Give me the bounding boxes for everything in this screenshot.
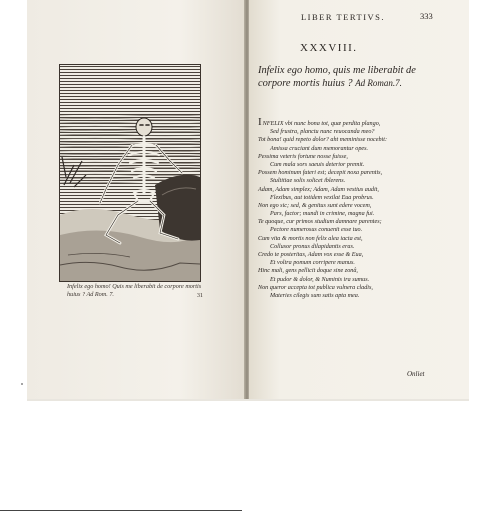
motto-citation: Ad Roman.7. (355, 78, 402, 88)
engraving-caption (67, 283, 207, 299)
poem-line-text: Pessima veteris fortune nosse fuisse, (258, 153, 348, 160)
poem-line-text: Adam, Adam simplex; Adam, Adam vestius audit, (258, 186, 379, 193)
poem-line (258, 284, 440, 292)
poem-line-text: Pars, factor; mundi in crimine, magna fui. (270, 211, 375, 218)
poem-line (258, 235, 440, 243)
poem-line (258, 161, 440, 169)
poem-line-text: Hinc mali, gens pellicit doque sine zonâ, (258, 268, 358, 275)
poem-line (258, 276, 440, 284)
poem-line-text: Tot bona! quid repeto dolor? aht meminisse nocebit: (258, 137, 388, 144)
poem-line (258, 145, 440, 153)
poem-line (258, 128, 440, 136)
poem-line-text: Stultitiae solis solicet iblerens. (270, 178, 346, 185)
poem-line (258, 292, 440, 300)
poem-line (258, 153, 440, 161)
poem-line-text: Collusor pronus dilapidantis eras. (270, 243, 355, 250)
poem-line (258, 202, 440, 210)
scan-speck (21, 383, 23, 385)
poem-line-text: Cum vita & mortis non felix alea iacta est, (258, 235, 363, 242)
poem-line-text: Pectore numerosus conuenit esse tuo. (270, 227, 363, 234)
poem-line (258, 118, 440, 128)
poem-line (258, 251, 440, 259)
poem-text (258, 118, 440, 300)
poem-line-text: Materies cilegis sum satis apta mea. (270, 292, 360, 299)
left-page-number: 31 (196, 292, 203, 299)
poem-line-text: Cum mala sors saeuis deterior premit. (270, 161, 365, 168)
poem-line (258, 136, 440, 144)
poem-line (258, 226, 440, 234)
caption-text: Infelix ego homo! Quis me liberabit de corpore mortis huius ? Ad Rom. 7. (67, 283, 202, 298)
motto-text: Infelix ego homo, quis me liberabit de corpore mortis huius ? (258, 65, 416, 89)
footnote-rule (0, 510, 242, 511)
poem-line (258, 169, 440, 177)
poem-line (258, 210, 440, 218)
poem-line-text: Amissa cruciant dum memorantur opes. (270, 145, 369, 152)
poem-line (258, 259, 440, 267)
poem-line-text: Sed frustra, planctu nunc reuocanda meo? (270, 129, 375, 136)
poem-line (258, 194, 440, 202)
running-head: LIBER TERTIVS. (300, 12, 386, 22)
emblem-numeral: XXXVIII. (300, 42, 358, 54)
emblem-motto (258, 64, 433, 90)
poem-line (258, 177, 440, 185)
poem-line-text: Non queror accepta tot publica vulnera cladis, (258, 284, 373, 291)
poem-line-text: Flexibus, aut totidem vexilat Eua probrus. (270, 194, 374, 201)
skeleton-engraving-art (60, 65, 200, 281)
poem-line-text: Possem hominum fateri est; decepit noxa parentis, (258, 170, 383, 177)
poem-line-text: Non ego sic; sed, & genitus sunt edere vocem, (258, 202, 372, 209)
skeleton-engraving (59, 64, 201, 282)
poem-line (258, 243, 440, 251)
poem-line-text: NFELIX vbi nunc bona tot, quæ perdita plango, (262, 121, 381, 127)
poem-line (258, 267, 440, 275)
poem-line-text: Et voltra pomum corripere manus. (270, 260, 355, 267)
poem-line-text: Credo te posteritas, Adam vox esse & Eua, (258, 252, 364, 258)
poem-line (258, 186, 440, 194)
folio-number: 333 (420, 11, 433, 21)
poem-line-text: Et pudor & dolor, & Numinis ira sumus. (270, 276, 370, 283)
drop-cap: I (258, 116, 262, 128)
catchword: Onliet (407, 370, 425, 378)
poem-line-text: Te quoque, cur primos studium damnare parentes; (258, 219, 382, 226)
poem-line (258, 218, 440, 226)
